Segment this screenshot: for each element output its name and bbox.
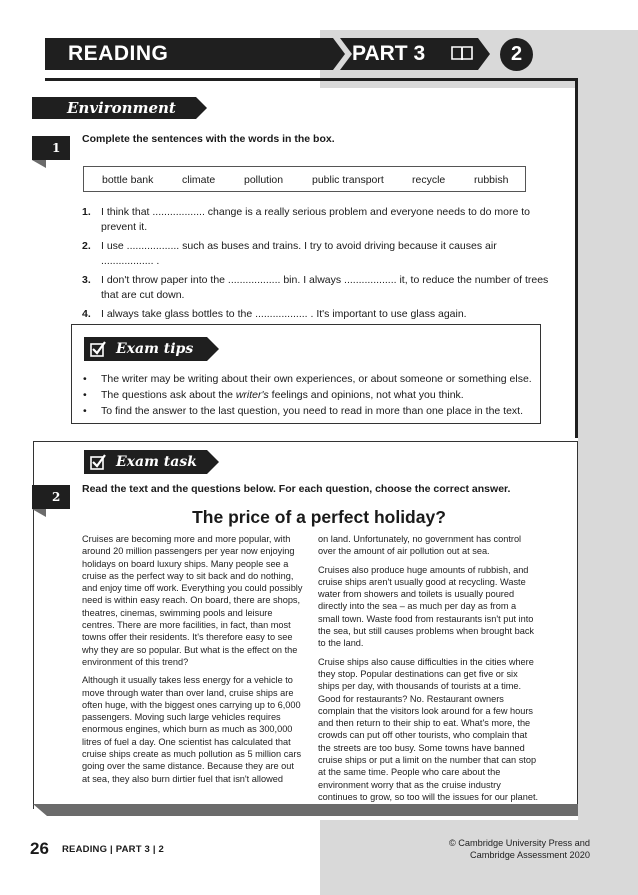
sentence-item (82, 205, 552, 235)
tip-text: The writer may be writing about their own experiences, or about someone or something else. (101, 373, 532, 385)
article-paragraph: Cruises are becoming more and more popular, with around 20 million passengers per year now enjoying holidays on board luxury ships. Many people see a cruise as the perfect way to sit back and do nothing, and enjoy time off work. Everything you could possibly need is within easy reach. On board, there are shops, theatres, cinemas, swimming pools and leisure centres. There are more facilities, in fact, than most towns offer their residents. It's therefore easy to see why they are so popular. But what is the effect on the environment of this trend? (82, 534, 303, 667)
sentence-number: 3. (82, 274, 91, 286)
frame-top-rule (45, 78, 578, 81)
checkbox-tick-icon (89, 340, 107, 358)
sentence-text: I use .................. such as buses and trains. I try to avoid driving because it causes air .................. . (101, 240, 497, 267)
tip-item: • The writer may be writing about their own experiences, or about someone or something else. (83, 373, 532, 385)
sentence-item (82, 307, 552, 322)
article-paragraph: Although it usually takes less energy for a vehicle to move through water than over land, cruise ships are often huge, with the biggest ones carrying up to 6,000 passengers. Moving such large vehicles requires enormous engines, which burn as much as 300,000 litres of fuel a day. One scientist has calculated that cruise ships create as much pollution as 5 million cars going over the same distance. Because they are out at sea, they also burn dirtier fuel that isn't allowed (82, 675, 302, 784)
page-number: 26 (30, 839, 49, 858)
task-number-1: 1 (32, 136, 70, 160)
copyright-notice (449, 837, 590, 861)
sentence-text: I think that .................. change is a really serious problem and everyone needs to do more to prevent it. (101, 206, 530, 233)
environment-tab-label: Environment (67, 99, 176, 117)
frame-right-rule (575, 78, 578, 438)
book-icon (451, 45, 473, 61)
exam-tips-label: Exam tips (116, 341, 194, 357)
word-box-item: recycle (412, 174, 446, 186)
copyright-line: Cambridge Assessment 2020 (469, 850, 590, 860)
article-paragraph: Cruises also produce huge amounts of rubbish, and cruise ships aren't usually good at recycling. Waste water from showers and toilets is usually poured directly into the sea – as much per day as from a small town. Waste food from restaurants isn't put into the sea, but still causes problems when brought back to the land. (318, 564, 535, 649)
sentence-number: 2. (82, 240, 91, 252)
sentence-item (82, 273, 552, 303)
tip-item: • The questions ask about the writer's feelings and opinions, not what you think. (83, 389, 464, 401)
sentence-text: I always take glass bottles to the .................. . It's important to use glass again. (101, 308, 467, 320)
sentence-text: I don't throw paper into the .................. bin. I always .................. it, to reduce the number of trees that are cut down. (101, 274, 549, 301)
task1-instruction: Complete the sentences with the words in the box. (82, 133, 335, 145)
sentence-number: 1. (82, 206, 91, 218)
article-column-2 (318, 533, 540, 809)
word-box-item: public transport (312, 174, 384, 186)
tip-emphasis: writer's (235, 389, 269, 401)
copyright-line: © Cambridge University Press and (448, 838, 590, 848)
word-box-item: climate (182, 174, 216, 186)
word-box-item: pollution (244, 174, 284, 186)
exam-task-label: Exam task (116, 454, 197, 470)
task2-instruction: Read the text and the questions below. For each question, choose the correct answer. (82, 483, 511, 495)
sentence-list (82, 205, 552, 326)
tip-text: To find the answer to the last question, you need to read in more than one place in the text. (101, 405, 524, 417)
unit-number-badge: 2 (500, 38, 533, 71)
article-paragraph: Cruise ships also cause difficulties in the cities where they stop. Popular destinations can get five or six ships per day, with thousands of tourists at a time. Good for restaurants? No. Restaurant owners complain that the visitors look around for a few hours and then return to their ship to eat. What's more, the crowds can put off other tourists, who complain that the streets are too busy. Some towns have banned cruise ships or put a limit on the number that can stop at the same time. People who care about the environment worry that as the cruise industry continues to grow, so too will the issues for our planet. (318, 656, 539, 802)
right-gray-band (578, 88, 638, 895)
article-paragraph: on land. Unfortunately, no government has control over the amount of air pollution out at sea. (318, 534, 522, 557)
task-number-2: 2 (32, 485, 70, 509)
tip-item: • To find the answer to the last question, you need to read in more than one place in the text. (83, 405, 524, 417)
part-title: PART 3 (352, 42, 426, 65)
word-box-item: bottle bank (102, 174, 154, 186)
exam-tips-list (83, 371, 543, 419)
tip-text: feelings and opinions, not what you think. (268, 389, 464, 401)
checkbox-tick-icon (89, 453, 107, 471)
article-title: The price of a perfect holiday? (192, 507, 446, 527)
section-title: READING (68, 42, 169, 65)
word-box-item: rubbish (474, 174, 509, 186)
word-box (83, 166, 526, 192)
sentence-number: 4. (82, 308, 91, 320)
running-head: READING | PART 3 | 2 (62, 844, 165, 855)
article-column-1 (82, 533, 304, 791)
sentence-item (82, 239, 552, 269)
tip-text: The questions ask about the (101, 389, 236, 401)
